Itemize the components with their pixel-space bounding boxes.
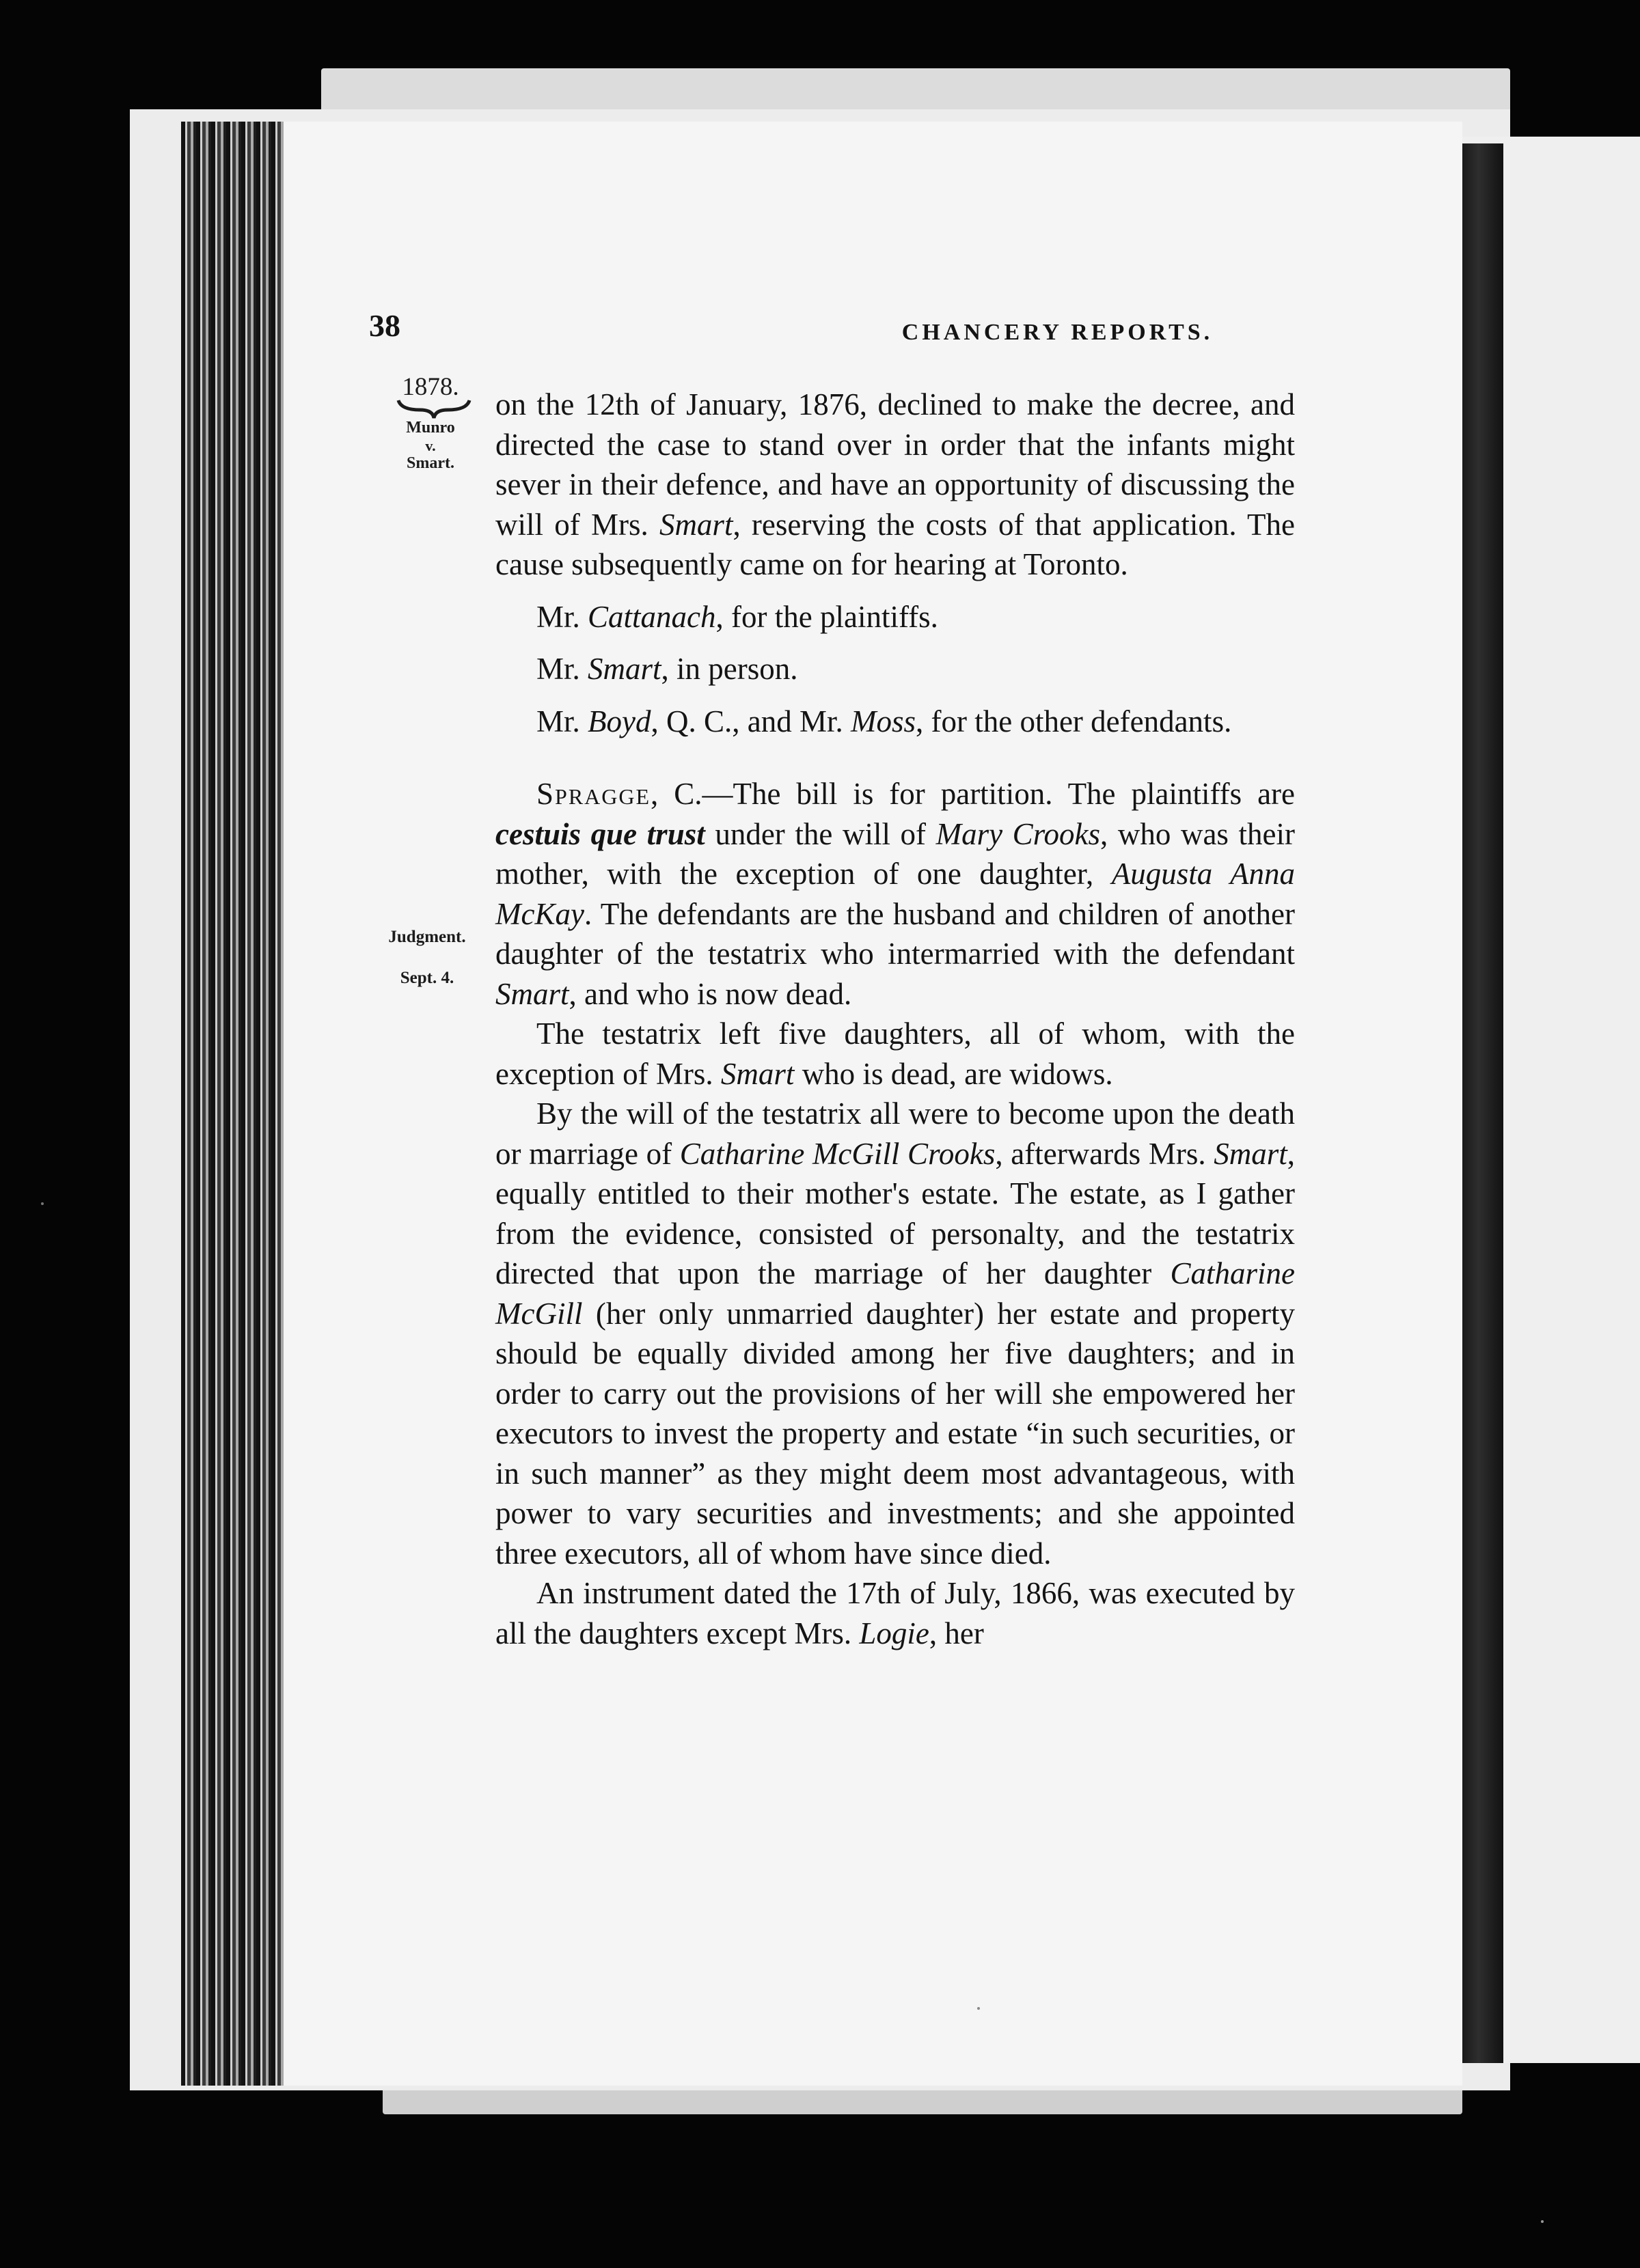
counsel-line-3 — [495, 702, 1295, 742]
margin-brace — [393, 395, 475, 422]
text-run: The testatrix left five daughters, all of whom, with the exception of Mrs. — [495, 1017, 1295, 1091]
margin-case-v: v. — [425, 437, 436, 454]
italic-name: Catharine McGill — [495, 1256, 1295, 1331]
text-run: , C.—The bill is for partition. The plaintiffs are — [651, 777, 1295, 811]
judge-name: Spragge — [536, 777, 651, 811]
italic-name: Catharine McGill Crooks — [679, 1136, 996, 1171]
italic-name: Smart — [1214, 1136, 1287, 1171]
speck — [41, 1202, 44, 1205]
text-run: , equally entitled to their mother's estate. The estate, as I gather from the evidence, consisted of personalty, and the testatrix directed that upon the marriage of her daughter — [495, 1136, 1295, 1290]
italic-name: Mary Crooks — [935, 816, 1101, 851]
text-run: , Q. C., and Mr. — [651, 704, 851, 738]
margin-date: Sept. 4. — [400, 969, 454, 987]
speck — [1541, 2220, 1544, 2223]
italic-name: Smart — [659, 507, 733, 542]
paragraph-procedure — [495, 385, 1295, 585]
text-run: under the will of — [705, 816, 936, 851]
margin-case-name-2: Smart. — [407, 454, 454, 472]
text-run: An instrument dated the 17th of July, 1866, was executed by all the daughters except Mrs. — [495, 1576, 1295, 1650]
text-run: , afterwards Mrs. — [995, 1136, 1214, 1171]
paragraph-judgment — [495, 774, 1295, 1014]
book-gutter — [1462, 143, 1503, 2063]
italic-name: Augusta Anna McKay — [495, 857, 1295, 931]
italic-name: Cattanach — [588, 599, 716, 634]
text-run: , for the other defendants. — [916, 704, 1232, 738]
running-title: CHANCERY REPORTS. — [901, 320, 1214, 345]
text-run: , who was their mother, with the exception of one daughter, — [495, 816, 1295, 891]
paragraph-instrument — [495, 1573, 1295, 1653]
text-run: . The defendants are the husband and children of another daughter of the testatrix who intermarried with the defendant — [495, 896, 1295, 971]
text-run: Mr. — [536, 652, 588, 686]
text-run: Mr. — [536, 599, 588, 634]
margin-case-name-1: Munro — [406, 419, 455, 437]
margin-year: 1878. — [402, 373, 459, 401]
text-run: By the will of the testatrix all were to become upon the death or marriage of — [495, 1096, 1295, 1171]
text-run: , in person. — [661, 652, 798, 686]
text-run: , reserving the costs of that application. The cause subsequently came on for hearing at Toronto. — [495, 507, 1295, 581]
italic-name: Smart — [495, 976, 569, 1011]
italic-name: Moss — [850, 704, 916, 738]
counsel-line-2 — [495, 649, 1295, 689]
text-run: , her — [929, 1616, 984, 1650]
scanned-page — [284, 122, 1462, 2086]
italic-name: Smart — [720, 1056, 795, 1091]
counsel-line-1 — [495, 597, 1295, 637]
paragraph-will — [495, 1094, 1295, 1573]
page-edges — [181, 122, 284, 2086]
italic-name: Boyd — [588, 704, 651, 738]
text-run: , for the plaintiffs. — [715, 599, 938, 634]
italic-name: Smart — [588, 652, 661, 686]
text-run: on the 12th of January, 1876, declined to make the decree, and directed the case to stand over in order that the infants might sever in their defence, and have an opportunity of discussing the will of Mrs. — [495, 387, 1295, 542]
body-text — [495, 385, 1295, 1653]
speck — [977, 2007, 980, 2010]
margin-judgment: Judgment. — [388, 928, 466, 946]
paragraph-daughters — [495, 1014, 1295, 1094]
text-run: who is dead, are widows. — [794, 1056, 1113, 1091]
italic-name: Logie — [859, 1616, 929, 1650]
text-run: , and who is now dead. — [569, 976, 852, 1011]
page-number: 38 — [369, 308, 400, 343]
text-run: (her only unmarried daughter) her estate and property should be equally divided among her five daughters; and in order to carry out the provisions of her will she empowered her executors to invest the property and estate “in such securities, or in such manner” as they might deem most advantageous, with power to vary securities and investments; and she appointed three executors, all of whom have since died. — [495, 1296, 1295, 1571]
text-run: Mr. — [536, 704, 588, 738]
italic-term: cestuis que trust — [495, 816, 705, 851]
